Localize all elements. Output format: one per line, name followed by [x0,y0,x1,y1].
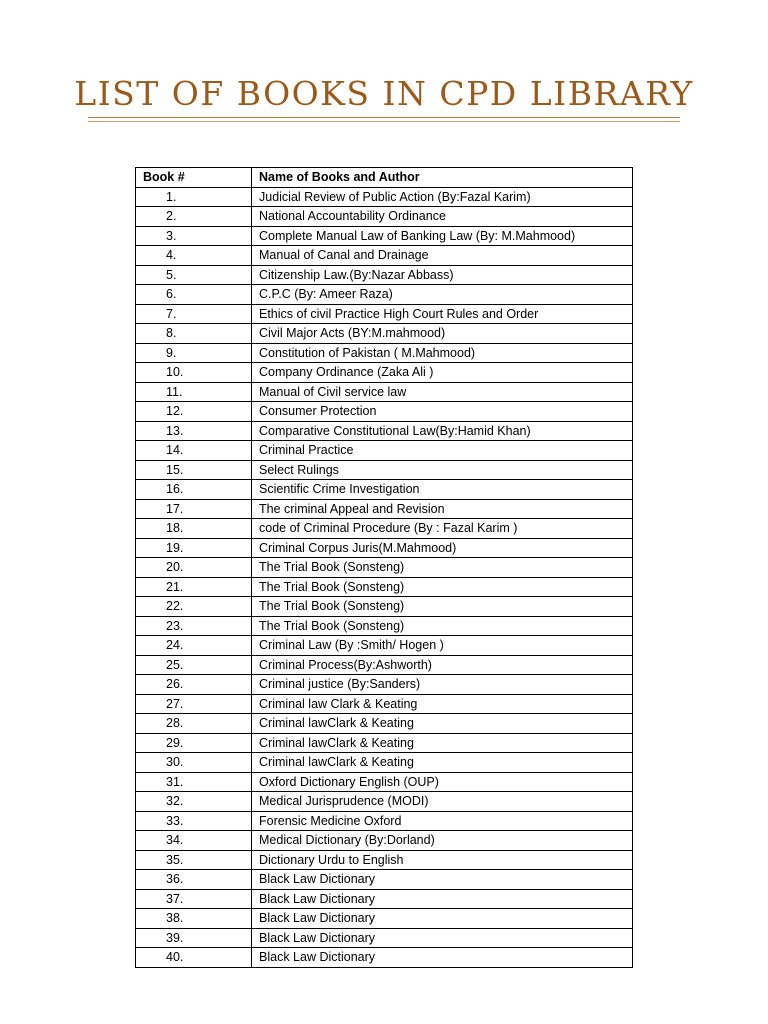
book-name-cell: Company Ordinance (Zaka Ali ) [252,363,633,383]
table-row [136,675,633,695]
book-number-cell: 19. [136,538,252,558]
book-name-cell: Criminal lawClark & Keating [252,733,633,753]
book-number-cell: 26. [136,675,252,695]
book-name-cell: Manual of Civil service law [252,382,633,402]
book-number-cell: 39. [136,928,252,948]
book-number-cell: 20. [136,558,252,578]
book-number-cell: 31. [136,772,252,792]
book-name-cell: Criminal Law (By :Smith/ Hogen ) [252,636,633,656]
table-row [136,577,633,597]
book-number-cell: 24. [136,636,252,656]
book-name-cell: Select Rulings [252,460,633,480]
table-row [136,441,633,461]
book-name-cell: C.P.C (By: Ameer Raza) [252,285,633,305]
book-number-cell: 8. [136,324,252,344]
book-number-cell: 36. [136,870,252,890]
book-number-cell: 7. [136,304,252,324]
table-row [136,636,633,656]
table-row [136,382,633,402]
book-name-cell: The Trial Book (Sonsteng) [252,577,633,597]
header-book-name: Name of Books and Author [252,168,633,188]
table-row [136,753,633,773]
book-name-cell: Dictionary Urdu to English [252,850,633,870]
books-table [135,167,633,968]
book-number-cell: 11. [136,382,252,402]
book-number-cell: 32. [136,792,252,812]
book-name-cell: Consumer Protection [252,402,633,422]
book-name-cell: code of Criminal Procedure (By : Fazal Karim ) [252,519,633,539]
book-name-cell: Civil Major Acts (BY:M.mahmood) [252,324,633,344]
book-number-cell: 10. [136,363,252,383]
table-row [136,811,633,831]
book-name-cell: Black Law Dictionary [252,909,633,929]
book-name-cell: Complete Manual Law of Banking Law (By: M.Mahmood) [252,226,633,246]
book-name-cell: National Accountability Ordinance [252,207,633,227]
table-row [136,226,633,246]
book-number-cell: 13. [136,421,252,441]
book-number-cell: 38. [136,909,252,929]
book-name-cell: Medical Jurisprudence (MODI) [252,792,633,812]
book-name-cell: Criminal lawClark & Keating [252,753,633,773]
book-number-cell: 40. [136,948,252,968]
book-name-cell: Oxford Dictionary English (OUP) [252,772,633,792]
table-row [136,519,633,539]
book-name-cell: Criminal Corpus Juris(M.Mahmood) [252,538,633,558]
book-number-cell: 4. [136,246,252,266]
header-row [136,168,633,188]
book-number-cell: 16. [136,480,252,500]
book-name-cell: The Trial Book (Sonsteng) [252,597,633,617]
book-number-cell: 5. [136,265,252,285]
book-number-cell: 9. [136,343,252,363]
book-name-cell: Black Law Dictionary [252,889,633,909]
table-row [136,831,633,851]
book-number-cell: 17. [136,499,252,519]
book-number-cell: 1. [136,187,252,207]
header-book-number: Book # [136,168,252,188]
book-name-cell: Scientific Crime Investigation [252,480,633,500]
book-name-cell: The Trial Book (Sonsteng) [252,616,633,636]
book-number-cell: 25. [136,655,252,675]
book-number-cell: 15. [136,460,252,480]
table-row [136,928,633,948]
page-title: LIST OF BOOKS IN CPD LIBRARY [74,74,694,113]
table-row [136,343,633,363]
book-name-cell: Criminal Practice [252,441,633,461]
table-row [136,265,633,285]
book-number-cell: 22. [136,597,252,617]
book-number-cell: 28. [136,714,252,734]
table-row [136,850,633,870]
table-row [136,285,633,305]
table-row [136,402,633,422]
table-row [136,597,633,617]
book-number-cell: 27. [136,694,252,714]
books-table-body [136,187,633,967]
table-row [136,499,633,519]
book-number-cell: 6. [136,285,252,305]
book-name-cell: Criminal Process(By:Ashworth) [252,655,633,675]
book-name-cell: Comparative Constitutional Law(By:Hamid Khan) [252,421,633,441]
table-row [136,870,633,890]
table-row [136,558,633,578]
book-name-cell: Black Law Dictionary [252,948,633,968]
book-name-cell: Black Law Dictionary [252,870,633,890]
table-row [136,480,633,500]
book-name-cell: Criminal lawClark & Keating [252,714,633,734]
book-name-cell: Manual of Canal and Drainage [252,246,633,266]
book-number-cell: 35. [136,850,252,870]
book-name-cell: Forensic Medicine Oxford [252,811,633,831]
book-number-cell: 29. [136,733,252,753]
book-name-cell: Criminal justice (By:Sanders) [252,675,633,695]
table-row [136,363,633,383]
table-row [136,324,633,344]
table-row [136,772,633,792]
book-number-cell: 18. [136,519,252,539]
table-row [136,909,633,929]
table-row [136,733,633,753]
book-name-cell: Criminal law Clark & Keating [252,694,633,714]
table-row [136,246,633,266]
book-number-cell: 30. [136,753,252,773]
book-name-cell: Medical Dictionary (By:Dorland) [252,831,633,851]
table-row [136,187,633,207]
book-number-cell: 33. [136,811,252,831]
book-name-cell: Black Law Dictionary [252,928,633,948]
book-number-cell: 37. [136,889,252,909]
table-row [136,304,633,324]
book-number-cell: 3. [136,226,252,246]
title-underline-secondary [88,121,680,122]
book-name-cell: Constitution of Pakistan ( M.Mahmood) [252,343,633,363]
book-name-cell: Ethics of civil Practice High Court Rules and Order [252,304,633,324]
table-row [136,421,633,441]
book-number-cell: 12. [136,402,252,422]
table-row [136,948,633,968]
book-number-cell: 14. [136,441,252,461]
book-number-cell: 34. [136,831,252,851]
books-table-header [136,168,633,188]
table-row [136,792,633,812]
table-row [136,694,633,714]
table-row [136,714,633,734]
book-name-cell: The Trial Book (Sonsteng) [252,558,633,578]
table-row [136,207,633,227]
table-row [136,616,633,636]
book-number-cell: 2. [136,207,252,227]
table-row [136,538,633,558]
book-number-cell: 23. [136,616,252,636]
table-row [136,460,633,480]
book-name-cell: The criminal Appeal and Revision [252,499,633,519]
book-number-cell: 21. [136,577,252,597]
table-row [136,889,633,909]
title-underline [88,117,680,118]
table-row [136,655,633,675]
book-name-cell: Citizenship Law.(By:Nazar Abbass) [252,265,633,285]
book-name-cell: Judicial Review of Public Action (By:Fazal Karim) [252,187,633,207]
